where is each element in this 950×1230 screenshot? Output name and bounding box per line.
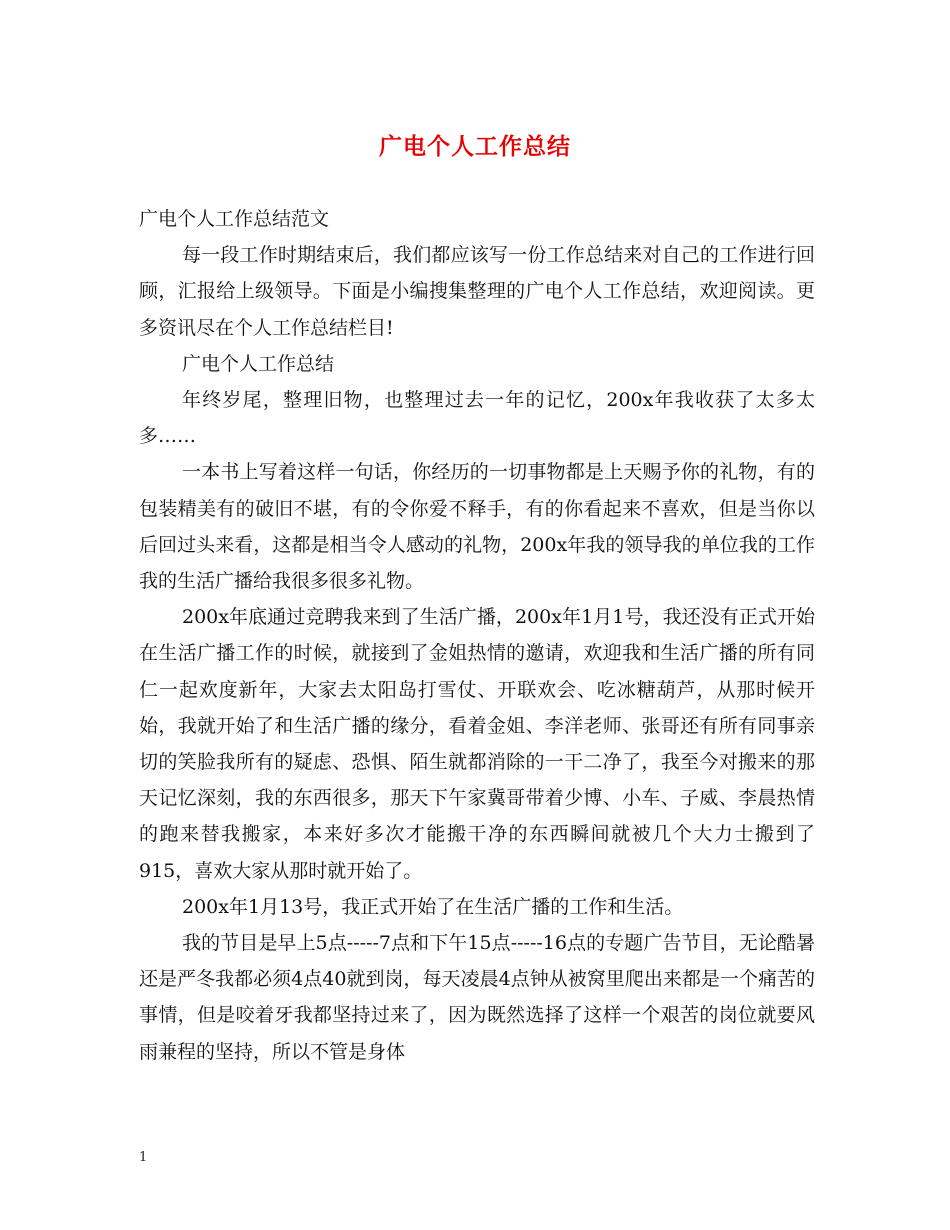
paragraph: 200x年1月13号，我正式开始了在生活广播的工作和生活。 <box>182 895 684 918</box>
paragraph: 我的节目是早上5点-----7点和下午15点-----16点的专题广告节目，无论酷暑还是严冬我都必须4点40就到岗，每天凌晨4点钟从被窝里爬出来都是一个痛苦的事情，但是咬着牙我都坚持过来了，因为既然选择了这样一个艰苦的岗位就要风雨兼程的坚持，所以不管是身体 <box>139 932 815 1063</box>
paragraph-subtitle: 广电个人工作总结范文 <box>139 208 330 230</box>
paragraph-intro: 每一段工作时期结束后，我们都应该写一份工作总结来对自己的工作进行回顾，汇报给上级领导。下面是小编搜集整理的广电个人工作总结，欢迎阅读。更多资讯尽在个人工作总结栏目! <box>139 244 815 339</box>
paragraph-heading: 广电个人工作总结 <box>182 352 335 375</box>
paragraph: 年终岁尾，整理旧物，也整理过去一年的记忆，200x年我收获了太多太多…… <box>139 389 815 448</box>
page-number: 1 <box>139 1150 148 1165</box>
document-title: 广电个人工作总结 <box>379 133 571 160</box>
paragraph: 200x年底通过竞聘我来到了生活广播，200x年1月1号，我还没有正式开始在生活广播工作的时候，就接到了金姐热情的邀请，欢迎我和生活广播的所有同仁一起欢度新年，大家去太阳岛打雪仗、开联欢会、吃冰糖葫芦，从那时候开始，我就开始了和生活广播的缘分，看着金姐、李洋老师、张哥还有所有同事亲切的笑脸我所有的疑虑、恐惧、陌生就都消除的一干二净了，我至今对搬来的那天记忆深刻，我的东西很多，那天下午家冀哥带着少博、小车、子威、李晨热情的跑来替我搬家，本来好多次才能搬干净的东西瞬间就被几个大力士搬到了915，喜欢大家从那时就开始了。 <box>139 606 815 882</box>
document-body <box>139 201 815 1070</box>
paragraph: 一本书上写着这样一句话，你经历的一切事物都是上天赐予你的礼物，有的包装精美有的破旧不堪，有的令你爱不释手，有的你看起来不喜欢，但是当你以后回过头来看，这都是相当令人感动的礼物，200x年我的领导我的单位我的工作我的生活广播给我很多很多礼物。 <box>139 461 815 593</box>
